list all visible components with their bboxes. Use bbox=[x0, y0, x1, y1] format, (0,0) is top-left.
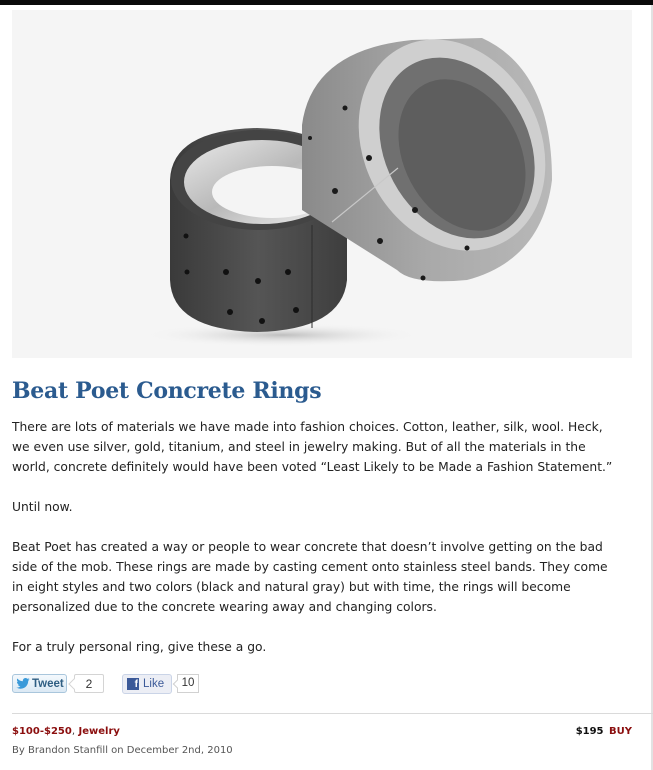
price-buy bbox=[576, 726, 632, 737]
paragraph-line: personalized due to the concrete wearing away and changing colors. bbox=[12, 600, 437, 614]
tweet-button[interactable] bbox=[12, 674, 67, 693]
like-count: 10 bbox=[177, 674, 199, 693]
article-title[interactable]: Beat Poet Concrete Rings bbox=[12, 378, 322, 404]
category-separator: , bbox=[71, 726, 76, 737]
article-paragraph-2 bbox=[12, 497, 637, 517]
facebook-like-button[interactable] bbox=[122, 674, 172, 694]
article-paragraph-1 bbox=[12, 417, 637, 477]
article-paragraph-3 bbox=[12, 537, 637, 617]
facebook-f-icon: f bbox=[127, 678, 139, 690]
buy-link[interactable]: BUY bbox=[609, 726, 632, 737]
paragraph-line: side of the mob. These rings are made by casting cement onto stainless steel bands. They come bbox=[12, 560, 608, 574]
paragraph-line: Until now. bbox=[12, 500, 73, 514]
top-bar bbox=[0, 0, 653, 5]
byline: By Brandon Stanfill on December 2nd, 2010 bbox=[12, 745, 233, 756]
twitter-bird-icon bbox=[16, 678, 30, 689]
meta-divider bbox=[12, 713, 653, 714]
paragraph-line: world, concrete definitely would have been voted “Least Likely to be Made a Fashion Statement.” bbox=[12, 460, 613, 474]
category-link-jewelry[interactable]: Jewelry bbox=[78, 726, 120, 737]
category-links bbox=[12, 726, 120, 737]
product-image[interactable] bbox=[12, 10, 632, 358]
rings-illustration bbox=[12, 10, 632, 358]
paragraph-line: in eight styles and two colors (black and natural gray) but with time, the rings will become bbox=[12, 580, 571, 594]
paragraph-line: There are lots of materials we have made into fashion choices. Cotton, leather, silk, wool. Heck, bbox=[12, 420, 603, 434]
paragraph-line: For a truly personal ring, give these a go. bbox=[12, 640, 267, 654]
tweet-label: Tweet bbox=[32, 677, 64, 690]
paragraph-line: we even use silver, gold, titanium, and steel in jewelry making. But of all the materials in the bbox=[12, 440, 586, 454]
price: $195 bbox=[575, 726, 604, 737]
tweet-count: 2 bbox=[74, 674, 104, 693]
like-label: Like bbox=[143, 678, 165, 690]
paragraph-line: Beat Poet has created a way or people to wear concrete that doesn’t involve getting on the bad bbox=[12, 540, 603, 554]
category-link-price-range[interactable]: $100-$250 bbox=[12, 726, 72, 737]
article-paragraph-4 bbox=[12, 637, 637, 657]
